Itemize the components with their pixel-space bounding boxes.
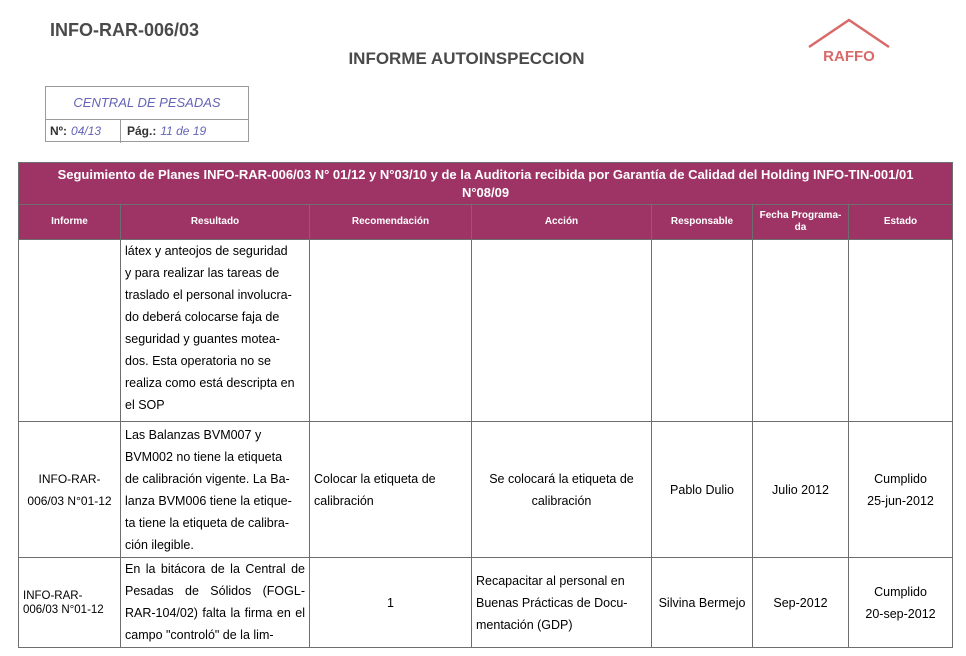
table-title: Seguimiento de Planes INFO-RAR-006/03 N° 01/12 y N°03/10 y de la Auditoria recibida por Garantía de Calidad del Holding INFO-TIN-001/01 N°08/09 xyxy=(19,163,953,205)
area-name: CENTRAL DE PESADAS xyxy=(46,87,248,120)
logo-roof-icon xyxy=(809,20,889,47)
table-row xyxy=(19,558,953,648)
cell-fecha: Julio 2012 xyxy=(753,422,849,558)
cell-estado: Cumplido 20-sep-2012 xyxy=(849,558,953,648)
table-row xyxy=(19,240,953,422)
table-header-row xyxy=(19,205,953,240)
cell-accion xyxy=(472,240,652,422)
cell-informe xyxy=(19,240,121,422)
cell-accion: Se colocará la etiqueta de calibración xyxy=(472,422,652,558)
number-value: 04/13 xyxy=(71,124,102,138)
column-header-resultado: Resultado xyxy=(121,205,310,240)
document-code: INFO-RAR-006/03 xyxy=(50,20,200,40)
cell-estado xyxy=(849,240,953,422)
cell-responsable: Pablo Dulio xyxy=(652,422,753,558)
plans-tracking-table xyxy=(18,162,953,648)
column-header-informe: Informe xyxy=(19,205,121,240)
column-header-recomendacion: Recomendación xyxy=(310,205,472,240)
logo-text: RAFFO xyxy=(823,48,875,65)
cell-informe: INFO-RAR- 006/03 N°01-12 xyxy=(19,558,121,648)
cell-accion: Recapacitar al personal en Buenas Prácticas de Docu- mentación (GDP) xyxy=(472,558,652,648)
cell-fecha: Sep-2012 xyxy=(753,558,849,648)
cell-informe: INFO-RAR- 006/03 N°01-12 xyxy=(19,422,121,558)
report-number xyxy=(46,120,121,143)
cell-resultado: Las Balanzas BVM007 y BVM002 no tiene la etiqueta de calibración vigente. La Ba- lanza BVM006 tiene la etique- ta tiene la etiqueta de calibra- ción ilegible. xyxy=(121,422,310,558)
cell-recomendacion: 1 xyxy=(310,558,472,648)
cell-resultado: En la bitácora de la Central de Pesadas de Sólidos (FOGL-RAR-104/02) falta la firma en el campo "controló" de la lim- xyxy=(121,558,310,648)
cell-recomendacion xyxy=(310,240,472,422)
cell-responsable xyxy=(652,240,753,422)
page-value: 11 de 19 xyxy=(160,124,207,138)
raffo-logo xyxy=(803,17,895,65)
page-label: Pág.: xyxy=(127,124,157,138)
table-row xyxy=(19,422,953,558)
column-header-responsable: Responsable xyxy=(652,205,753,240)
cell-fecha xyxy=(753,240,849,422)
cell-resultado: látex y anteojos de seguridad y para realizar las tareas de traslado el personal involucra- do deberá colocarse faja de seguridad y guantes motea- dos. Esta operatoria no se realiza como está descripta en el SOP xyxy=(121,240,310,422)
document-info-box xyxy=(45,86,249,142)
cell-responsable: Silvina Bermejo xyxy=(652,558,753,648)
column-header-estado: Estado xyxy=(849,205,953,240)
number-label: Nº: xyxy=(50,124,68,138)
document-title: INFORME AUTOINSPECCION xyxy=(348,49,585,68)
cell-estado: Cumplido 25-jun-2012 xyxy=(849,422,953,558)
page-number xyxy=(121,120,248,143)
column-header-accion: Acción xyxy=(472,205,652,240)
cell-recomendacion: Colocar la etiqueta de calibración xyxy=(310,422,472,558)
column-header-fecha: Fecha Programa- da xyxy=(753,205,849,240)
